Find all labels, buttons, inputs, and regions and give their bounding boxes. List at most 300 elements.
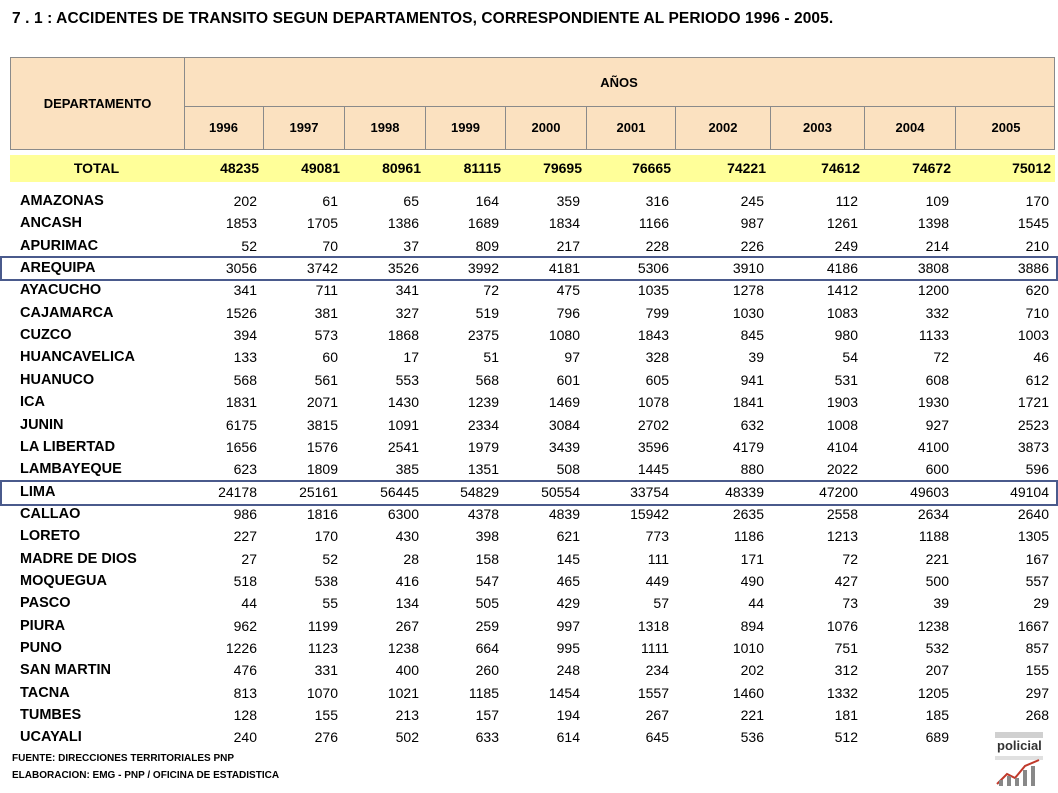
cell-value: 1460 bbox=[732, 684, 764, 701]
cell-value: 1199 bbox=[307, 617, 338, 634]
cell-value: 65 bbox=[403, 193, 419, 209]
cell-value: 27 bbox=[241, 550, 257, 567]
department-name: CALLAO bbox=[20, 505, 81, 522]
highlight-lima bbox=[0, 480, 1058, 506]
cell-value: 633 bbox=[475, 729, 499, 746]
cell-value: 568 bbox=[233, 371, 257, 388]
cell-value: 73 bbox=[842, 595, 858, 612]
cell-value: 1166 bbox=[638, 215, 669, 232]
cell-value: 1903 bbox=[826, 394, 858, 411]
cell-value: 987 bbox=[740, 215, 764, 232]
year-header: 2000 bbox=[506, 106, 587, 149]
total-value: 49081 bbox=[301, 160, 340, 176]
cell-value: 97 bbox=[564, 349, 580, 366]
cell-value: 1186 bbox=[733, 528, 764, 545]
cell-value: 39 bbox=[933, 595, 949, 612]
cell-value: 620 bbox=[1025, 282, 1049, 299]
cell-value: 228 bbox=[645, 237, 669, 254]
cell-value: 4186 bbox=[826, 260, 858, 277]
cell-value: 1091 bbox=[387, 416, 419, 433]
cell-value: 1008 bbox=[826, 416, 858, 433]
cell-value: 2541 bbox=[387, 438, 419, 455]
department-name: AMAZONAS bbox=[20, 193, 104, 209]
cell-value: 502 bbox=[395, 729, 419, 746]
cell-value: 54 bbox=[842, 349, 858, 366]
cell-value: 1123 bbox=[307, 640, 338, 656]
cell-value: 490 bbox=[740, 572, 764, 589]
cell-value: 962 bbox=[233, 617, 257, 634]
cell-value: 202 bbox=[233, 193, 257, 209]
cell-value: 508 bbox=[556, 461, 580, 478]
cell-value: 29 bbox=[1033, 595, 1049, 612]
cell-value: 3526 bbox=[387, 260, 419, 277]
cell-value: 5306 bbox=[637, 260, 669, 277]
cell-value: 4839 bbox=[548, 505, 580, 522]
cell-value: 359 bbox=[556, 193, 580, 209]
cell-value: 37 bbox=[403, 237, 419, 254]
cell-value: 614 bbox=[556, 729, 580, 746]
cell-value: 155 bbox=[314, 707, 338, 724]
cell-value: 532 bbox=[925, 640, 949, 656]
cell-value: 1078 bbox=[637, 394, 669, 411]
cell-value: 234 bbox=[645, 662, 669, 679]
cell-value: 1239 bbox=[467, 394, 499, 411]
department-name: PIURA bbox=[20, 617, 66, 634]
cell-value: 1667 bbox=[1017, 617, 1049, 634]
cell-value: 1318 bbox=[637, 617, 669, 634]
cell-value: 217 bbox=[556, 237, 580, 254]
cell-value: 4378 bbox=[467, 505, 499, 522]
department-name: HUANCAVELICA bbox=[20, 349, 135, 366]
cell-value: 664 bbox=[475, 640, 499, 656]
total-row bbox=[10, 155, 1055, 182]
table-row bbox=[10, 637, 1055, 659]
total-value: 81115 bbox=[463, 160, 501, 176]
cell-value: 181 bbox=[834, 707, 858, 724]
cell-value: 155 bbox=[1025, 662, 1049, 679]
department-name: TUMBES bbox=[20, 707, 82, 724]
cell-value: 1689 bbox=[467, 215, 499, 232]
cell-value: 24178 bbox=[218, 483, 257, 500]
table-row bbox=[10, 279, 1055, 301]
cell-value: 227 bbox=[233, 528, 257, 545]
cell-value: 1238 bbox=[387, 640, 419, 656]
cell-value: 1332 bbox=[826, 684, 858, 701]
cell-value: 48339 bbox=[725, 483, 764, 500]
cell-value: 213 bbox=[395, 707, 419, 724]
cell-value: 1185 bbox=[468, 684, 499, 701]
cell-value: 1213 bbox=[826, 528, 858, 545]
table-row bbox=[10, 704, 1055, 726]
department-name: MADRE DE DIOS bbox=[20, 550, 137, 567]
cell-value: 518 bbox=[233, 572, 257, 589]
cell-value: 995 bbox=[556, 640, 580, 656]
cell-value: 39 bbox=[748, 349, 764, 366]
table-header bbox=[10, 57, 1055, 150]
department-name: HUANUCO bbox=[20, 371, 95, 388]
department-name: LIMA bbox=[20, 483, 56, 500]
cell-value: 1080 bbox=[548, 327, 580, 344]
table-row bbox=[10, 726, 1055, 748]
cell-value: 52 bbox=[322, 550, 338, 567]
cell-value: 813 bbox=[233, 684, 257, 701]
cell-value: 51 bbox=[483, 349, 499, 366]
cell-value: 260 bbox=[475, 662, 499, 679]
department-name: AREQUIPA bbox=[20, 260, 96, 277]
year-header: 2001 bbox=[587, 106, 676, 149]
department-name: JUNIN bbox=[20, 416, 64, 433]
cell-value: 17 bbox=[403, 349, 419, 366]
cell-value: 240 bbox=[233, 729, 257, 746]
cell-value: 72 bbox=[483, 282, 499, 299]
cell-value: 221 bbox=[740, 707, 764, 724]
year-header: 2003 bbox=[771, 106, 865, 149]
logo-text: policial bbox=[997, 738, 1042, 753]
cell-value: 55 bbox=[322, 595, 338, 612]
cell-value: 429 bbox=[556, 595, 580, 612]
cell-value: 49104 bbox=[1010, 483, 1049, 500]
cell-value: 632 bbox=[740, 416, 764, 433]
cell-value: 465 bbox=[556, 572, 580, 589]
table-row bbox=[10, 324, 1055, 346]
cell-value: 44 bbox=[241, 595, 257, 612]
cell-value: 1238 bbox=[917, 617, 949, 634]
cell-value: 15942 bbox=[630, 505, 669, 522]
cell-value: 894 bbox=[740, 617, 764, 634]
cell-value: 2523 bbox=[1017, 416, 1049, 433]
cell-value: 50554 bbox=[541, 483, 580, 500]
footer bbox=[12, 750, 279, 784]
cell-value: 1841 bbox=[732, 394, 764, 411]
cell-value: 799 bbox=[645, 304, 669, 321]
cell-value: 158 bbox=[475, 550, 499, 567]
cell-value: 61 bbox=[322, 193, 338, 209]
table-row bbox=[10, 615, 1055, 637]
cell-value: 332 bbox=[925, 304, 949, 321]
cell-value: 46 bbox=[1033, 349, 1049, 366]
cell-value: 1351 bbox=[467, 461, 499, 478]
cell-value: 505 bbox=[475, 595, 499, 612]
cell-value: 927 bbox=[925, 416, 949, 433]
cell-value: 210 bbox=[1025, 237, 1049, 254]
cell-value: 427 bbox=[834, 572, 858, 589]
total-value: 74672 bbox=[912, 160, 951, 176]
year-header: 1999 bbox=[426, 106, 506, 149]
cell-value: 4100 bbox=[917, 438, 949, 455]
cell-value: 623 bbox=[233, 461, 257, 478]
cell-value: 6175 bbox=[225, 416, 257, 433]
cell-value: 596 bbox=[1025, 461, 1049, 478]
cell-value: 1226 bbox=[225, 640, 257, 656]
cell-value: 145 bbox=[556, 550, 580, 567]
page-title: 7 . 1 : ACCIDENTES DE TRANSITO SEGUN DEPARTAMENTOS, CORRESPONDIENTE AL PERIODO 1996 - 2005. bbox=[12, 10, 834, 27]
cell-value: 608 bbox=[925, 371, 949, 388]
year-header: 1996 bbox=[184, 106, 264, 149]
cell-value: 1035 bbox=[637, 282, 669, 299]
table-row bbox=[10, 503, 1055, 525]
cell-value: 341 bbox=[233, 282, 257, 299]
year-header: 2005 bbox=[991, 120, 1021, 135]
total-label: TOTAL bbox=[73, 160, 120, 176]
cell-value: 573 bbox=[314, 327, 338, 344]
table-row bbox=[10, 212, 1055, 234]
cell-value: 986 bbox=[233, 505, 257, 522]
cell-value: 185 bbox=[925, 707, 949, 724]
cell-value: 1200 bbox=[917, 282, 949, 299]
footer-fuente: FUENTE: DIRECCIONES TERRITORIALES PNP bbox=[12, 753, 235, 764]
highlight-arequipa bbox=[0, 256, 1058, 281]
total-value: 48235 bbox=[220, 160, 259, 176]
cell-value: 538 bbox=[314, 572, 338, 589]
cell-value: 133 bbox=[233, 349, 257, 366]
total-value: 75012 bbox=[1012, 160, 1051, 176]
cell-value: 3886 bbox=[1017, 260, 1049, 277]
cell-value: 2640 bbox=[1017, 505, 1049, 522]
cell-value: 60 bbox=[322, 349, 338, 366]
cell-value: 1430 bbox=[387, 394, 419, 411]
cell-value: 561 bbox=[314, 371, 338, 388]
cell-value: 796 bbox=[556, 304, 580, 321]
cell-value: 857 bbox=[1025, 640, 1049, 656]
cell-value: 1111 bbox=[640, 640, 669, 656]
table-row bbox=[10, 190, 1055, 212]
cell-value: 430 bbox=[395, 528, 419, 545]
cell-value: 1831 bbox=[225, 394, 257, 411]
cell-value: 601 bbox=[556, 371, 580, 388]
cell-value: 385 bbox=[395, 461, 419, 478]
table-row bbox=[10, 570, 1055, 592]
cell-value: 170 bbox=[314, 528, 338, 545]
total-value: 74612 bbox=[821, 160, 860, 176]
cell-value: 6300 bbox=[387, 505, 419, 522]
cell-value: 536 bbox=[740, 729, 764, 746]
cell-value: 1030 bbox=[732, 304, 764, 321]
cell-value: 476 bbox=[233, 662, 257, 679]
department-name: APURIMAC bbox=[20, 237, 99, 254]
cell-value: 297 bbox=[1025, 684, 1049, 701]
total-value: 80961 bbox=[382, 160, 421, 176]
cell-value: 398 bbox=[475, 528, 499, 545]
footer-elaboracion: ELABORACION: EMG - PNP / OFICINA DE ESTADISTICA bbox=[12, 770, 280, 781]
table-row bbox=[10, 592, 1055, 614]
department-name: SAN MARTIN bbox=[20, 662, 112, 679]
cell-value: 2558 bbox=[826, 505, 858, 522]
cell-value: 249 bbox=[834, 237, 858, 254]
cell-value: 4181 bbox=[548, 260, 580, 277]
cell-value: 645 bbox=[645, 729, 669, 746]
cell-value: 1705 bbox=[306, 215, 338, 232]
table-row bbox=[10, 548, 1055, 570]
cell-value: 49603 bbox=[910, 483, 949, 500]
cell-value: 711 bbox=[315, 282, 338, 299]
cell-value: 109 bbox=[925, 193, 949, 209]
cell-value: 512 bbox=[834, 729, 858, 746]
cell-value: 1469 bbox=[548, 394, 580, 411]
cell-value: 157 bbox=[475, 707, 499, 724]
cell-value: 1010 bbox=[732, 640, 764, 656]
cell-value: 1083 bbox=[826, 304, 858, 321]
cell-value: 47200 bbox=[819, 483, 858, 500]
table-row bbox=[10, 458, 1055, 480]
cell-value: 316 bbox=[645, 193, 669, 209]
cell-value: 1188 bbox=[918, 528, 949, 545]
statistics-logo-icon bbox=[993, 730, 1045, 788]
cell-value: 449 bbox=[645, 572, 669, 589]
cell-value: 809 bbox=[475, 237, 499, 254]
cell-value: 1386 bbox=[387, 215, 419, 232]
cell-value: 519 bbox=[475, 304, 499, 321]
cell-value: 207 bbox=[925, 662, 949, 679]
cell-value: 70 bbox=[322, 237, 338, 254]
cell-value: 689 bbox=[925, 729, 949, 746]
cell-value: 1721 bbox=[1017, 394, 1049, 411]
cell-value: 327 bbox=[395, 304, 419, 321]
cell-value: 997 bbox=[556, 617, 580, 634]
department-name: PASCO bbox=[20, 595, 71, 612]
year-header: 1997 bbox=[264, 106, 345, 149]
cell-value: 221 bbox=[925, 550, 949, 567]
cell-value: 4104 bbox=[826, 438, 858, 455]
cell-value: 710 bbox=[1025, 304, 1049, 321]
department-name: CAJAMARCA bbox=[20, 304, 114, 321]
total-value: 79695 bbox=[543, 160, 582, 176]
cell-value: 1816 bbox=[306, 505, 338, 522]
department-name: ANCASH bbox=[20, 215, 83, 232]
cell-value: 3742 bbox=[306, 260, 338, 277]
cell-value: 880 bbox=[740, 461, 764, 478]
cell-value: 751 bbox=[834, 640, 858, 656]
cell-value: 268 bbox=[1025, 707, 1049, 724]
cell-value: 167 bbox=[1025, 550, 1049, 567]
cell-value: 600 bbox=[925, 461, 949, 478]
cell-value: 2334 bbox=[467, 416, 499, 433]
department-name: CUZCO bbox=[20, 327, 72, 344]
cell-value: 2702 bbox=[637, 416, 669, 433]
cell-value: 500 bbox=[925, 572, 949, 589]
cell-value: 3873 bbox=[1017, 438, 1049, 455]
table-row bbox=[10, 391, 1055, 413]
year-header: 2004 bbox=[865, 106, 956, 149]
cell-value: 400 bbox=[395, 662, 419, 679]
table-row bbox=[10, 525, 1055, 547]
cell-value: 3084 bbox=[548, 416, 580, 433]
cell-value: 1205 bbox=[917, 684, 949, 701]
cell-value: 547 bbox=[475, 572, 499, 589]
cell-value: 941 bbox=[740, 371, 764, 388]
cell-value: 226 bbox=[740, 237, 764, 254]
cell-value: 475 bbox=[556, 282, 580, 299]
cell-value: 1576 bbox=[306, 438, 338, 455]
department-name: ICA bbox=[20, 394, 45, 411]
cell-value: 416 bbox=[395, 572, 419, 589]
cell-value: 57 bbox=[653, 595, 669, 612]
department-name: LORETO bbox=[20, 528, 81, 545]
cell-value: 56445 bbox=[380, 483, 419, 500]
cell-value: 1305 bbox=[1017, 528, 1049, 545]
cell-value: 72 bbox=[842, 550, 858, 567]
cell-value: 267 bbox=[645, 707, 669, 724]
cell-value: 194 bbox=[556, 707, 580, 724]
cell-value: 531 bbox=[834, 371, 858, 388]
cell-value: 28 bbox=[403, 550, 419, 567]
table-row bbox=[10, 436, 1055, 458]
cell-value: 3808 bbox=[917, 260, 949, 277]
cell-value: 25161 bbox=[299, 483, 338, 500]
table-row bbox=[10, 302, 1055, 324]
cell-value: 773 bbox=[645, 528, 669, 545]
anios-header: AÑOS bbox=[184, 58, 1054, 107]
cell-value: 1834 bbox=[548, 215, 580, 232]
department-name: TACNA bbox=[20, 684, 70, 701]
department-name: LAMBAYEQUE bbox=[20, 461, 122, 478]
cell-value: 171 bbox=[740, 550, 764, 567]
cell-value: 1412 bbox=[826, 282, 858, 299]
total-value: 74221 bbox=[727, 160, 766, 176]
cell-value: 2022 bbox=[826, 461, 858, 478]
cell-value: 328 bbox=[645, 349, 669, 366]
cell-value: 72 bbox=[933, 349, 949, 366]
cell-value: 267 bbox=[395, 617, 419, 634]
cell-value: 1853 bbox=[225, 215, 257, 232]
cell-value: 259 bbox=[475, 617, 499, 634]
cell-value: 1076 bbox=[826, 617, 858, 634]
cell-value: 128 bbox=[233, 707, 257, 724]
cell-value: 381 bbox=[314, 304, 338, 321]
table-row bbox=[10, 659, 1055, 681]
cell-value: 1809 bbox=[306, 461, 338, 478]
cell-value: 1070 bbox=[306, 684, 338, 701]
cell-value: 248 bbox=[556, 662, 580, 679]
cell-value: 1868 bbox=[387, 327, 419, 344]
cell-value: 394 bbox=[233, 327, 257, 344]
department-name: AYACUCHO bbox=[20, 282, 102, 299]
cell-value: 341 bbox=[395, 282, 419, 299]
cell-value: 1979 bbox=[467, 438, 499, 455]
cell-value: 621 bbox=[556, 528, 580, 545]
table-row bbox=[10, 414, 1055, 436]
cell-value: 3910 bbox=[732, 260, 764, 277]
cell-value: 845 bbox=[740, 327, 764, 344]
cell-value: 3439 bbox=[548, 438, 580, 455]
cell-value: 3056 bbox=[225, 260, 257, 277]
cell-value: 1021 bbox=[387, 684, 419, 701]
cell-value: 245 bbox=[740, 193, 764, 209]
departamento-header: DEPARTAMENTO bbox=[11, 58, 185, 149]
total-value: 76665 bbox=[632, 160, 671, 176]
cell-value: 4179 bbox=[732, 438, 764, 455]
cell-value: 331 bbox=[314, 662, 338, 679]
cell-value: 553 bbox=[395, 371, 419, 388]
cell-value: 612 bbox=[1025, 371, 1049, 388]
table-row bbox=[10, 682, 1055, 704]
cell-value: 1398 bbox=[917, 215, 949, 232]
cell-value: 44 bbox=[748, 595, 764, 612]
cell-value: 1930 bbox=[917, 394, 949, 411]
cell-value: 52 bbox=[241, 237, 257, 254]
cell-value: 312 bbox=[834, 662, 858, 679]
cell-value: 214 bbox=[925, 237, 949, 254]
table-row bbox=[10, 346, 1055, 368]
year-header: 2002 bbox=[676, 106, 771, 149]
cell-value: 3815 bbox=[306, 416, 338, 433]
department-name: MOQUEGUA bbox=[20, 572, 107, 589]
cell-value: 1003 bbox=[1017, 327, 1049, 344]
cell-value: 980 bbox=[834, 327, 858, 344]
cell-value: 605 bbox=[645, 371, 669, 388]
cell-value: 2634 bbox=[917, 505, 949, 522]
cell-value: 1278 bbox=[732, 282, 764, 299]
cell-value: 1445 bbox=[637, 461, 669, 478]
